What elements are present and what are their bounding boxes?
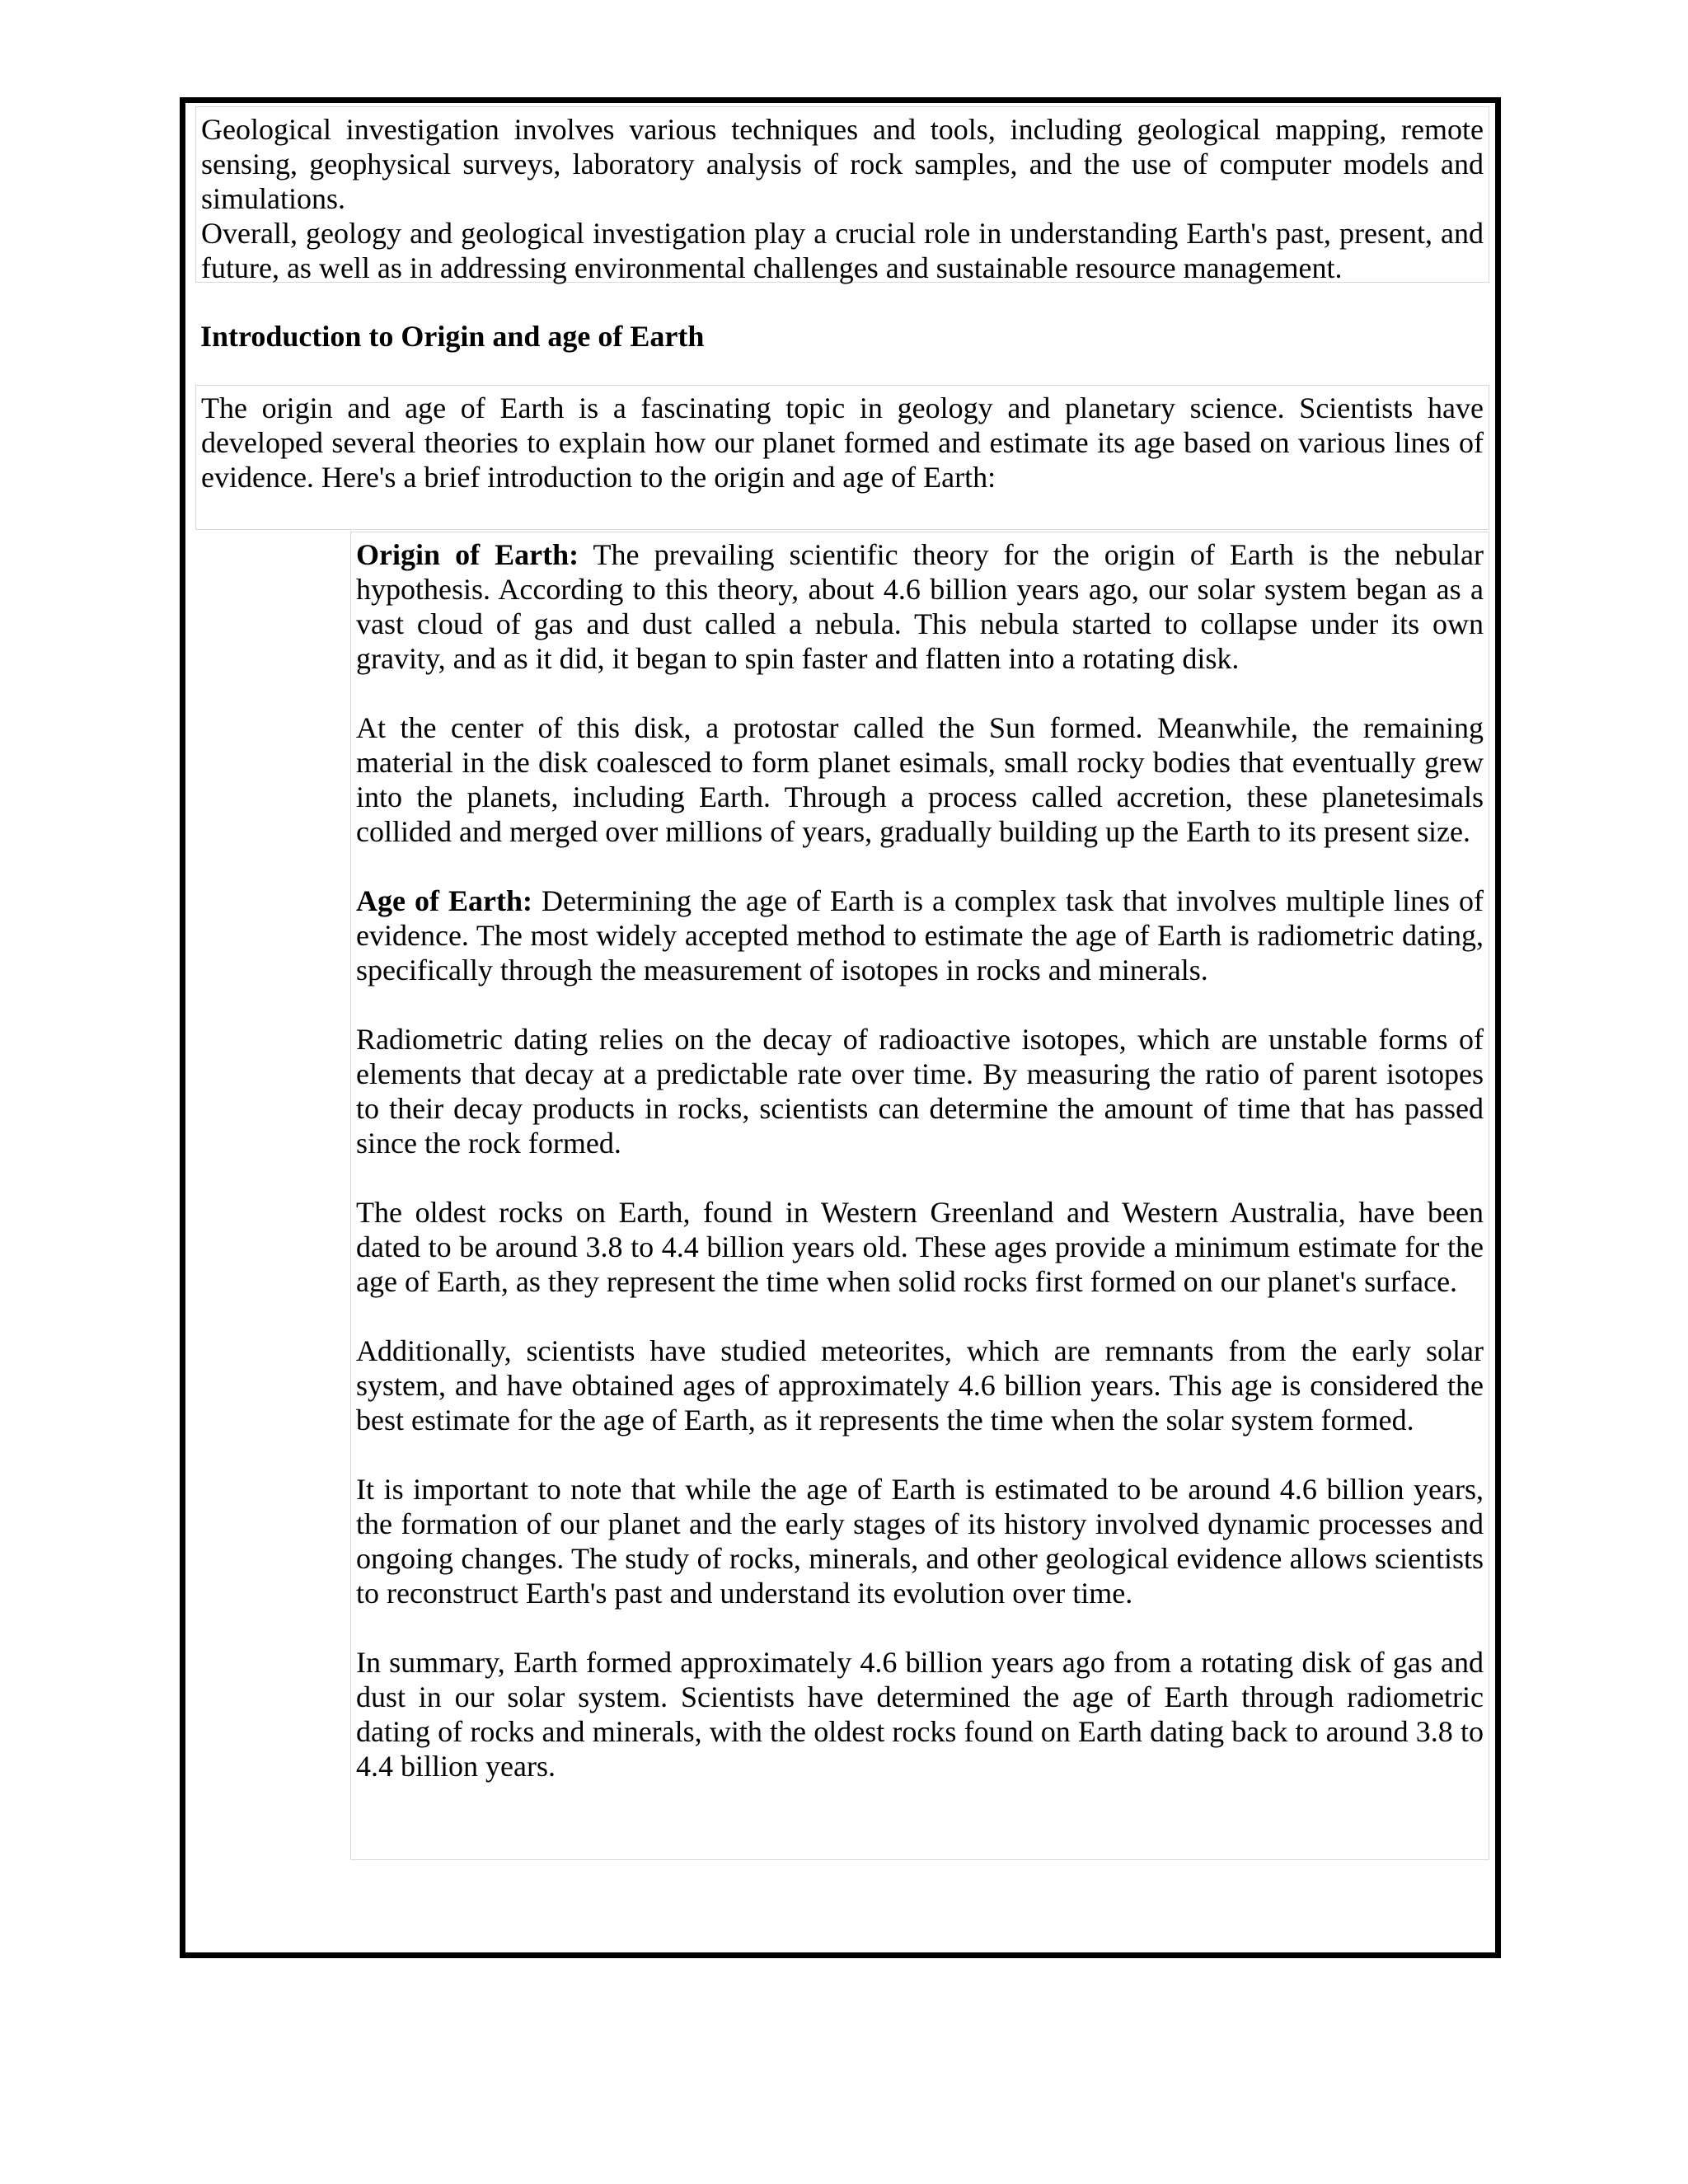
paragraph-summary: In summary, Earth formed approximately 4.6 billion years ago from a rotating disk of gas and dust in our solar system. Scientists have determined the age of Earth through radiometric dating of rocks and minerals, with the oldest rocks found on Earth dating back to around 3.8 to 4.4 billion years.	[356, 1646, 1484, 1783]
section-heading: Introduction to Origin and age of Earth	[200, 320, 705, 353]
paragraph-age-2: Radiometric dating relies on the decay of radioactive isotopes, which are unstable forms of elements that decay at a predictable rate over time. By measuring the ratio of parent isotopes to their decay products in rocks, scientists can determine the amount of time that has passed since the rock formed.	[356, 1023, 1484, 1160]
origin-age-block	[350, 532, 1489, 1860]
geology-summary-block	[195, 106, 1489, 283]
age-lead: Age of Earth:	[356, 884, 532, 917]
paragraph-age-3: The oldest rocks on Earth, found in Western Greenland and Western Australia, have been dated to be around 3.8 to 4.4 billion years old. These ages provide a minimum estimate for the age of Earth, as they represent the time when solid rocks first formed on our planet's surface.	[356, 1196, 1484, 1298]
paragraph-age-1	[356, 883, 1484, 987]
paragraph-intro: The origin and age of Earth is a fascinating topic in geology and planetary science. Scientists have developed several theories to explain how our planet formed and estimate its age based on various lines of evidence. Here's a brief introduction to the origin and age of Earth:	[201, 391, 1484, 494]
intro-block	[195, 385, 1489, 530]
paragraph-geology-role: Overall, geology and geological investigation play a crucial role in understanding Earth's past, present, and future, as well as in addressing environmental challenges and sustainable resource management.	[201, 217, 1484, 284]
paragraph-origin-2: At the center of this disk, a protostar called the Sun formed. Meanwhile, the remaining material in the disk coalesced to form planet esimals, small rocky bodies that eventually grew into the planets, including Earth. Through a process called accretion, these planetesimals collided and merged over millions of years, gradually building up the Earth to its present size.	[356, 711, 1484, 848]
paragraph-age-5: It is important to note that while the age of Earth is estimated to be around 4.6 billion years, the formation of our planet and the early stages of its history involved dynamic processes and ongoing changes. The study of rocks, minerals, and other geological evidence allows scientists to reconstruct Earth's past and understand its evolution over time.	[356, 1473, 1484, 1610]
paragraph-origin-1	[356, 537, 1484, 676]
page-frame	[180, 97, 1501, 1958]
paragraph-investigation-techniques: Geological investigation involves various techniques and tools, including geological mapping, remote sensing, geophysical surveys, laboratory analysis of rock samples, and the use of computer models and simulations.	[201, 113, 1484, 215]
origin-lead: Origin of Earth:	[356, 538, 579, 571]
origin-text: The prevailing scientific theory for the origin of Earth is the nebular hypothesis. According to this theory, about 4.6 billion years ago, our solar system began as a vast cloud of gas and dust called a nebula. This nebula started to collapse under its own gravity, and as it did, it began to spin faster and flatten into a rotating disk.	[356, 538, 1484, 675]
age-text: Determining the age of Earth is a complex task that involves multiple lines of evidence. The most widely accepted method to estimate the age of Earth is radiometric dating, specifically through the measurement of isotopes in rocks and minerals.	[356, 884, 1484, 987]
paragraph-age-4: Additionally, scientists have studied meteorites, which are remnants from the early solar system, and have obtained ages of approximately 4.6 billion years. This age is considered the best estimate for the age of Earth, as it represents the time when the solar system formed.	[356, 1334, 1484, 1436]
